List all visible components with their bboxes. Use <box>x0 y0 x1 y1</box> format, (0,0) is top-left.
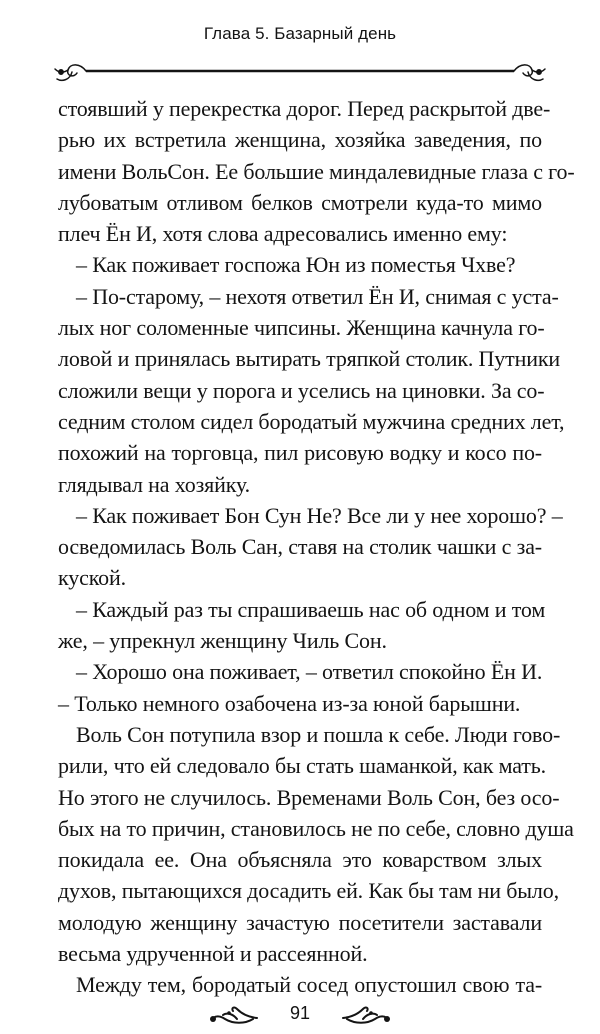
text-line: имени ВольСон. Ее большие миндалевидные глаза с го- <box>58 158 575 184</box>
text-line: похожий на торговца, пил рисовую водку и косо по- <box>58 440 542 466</box>
text-line: стоявший у перекрестка дорог. Перед раскрытой две- <box>58 96 551 121</box>
text-line: – По-старому, – нехотя ответил Ён И, снимая с уста- <box>76 283 559 309</box>
text-line: – Каждый раз ты спрашиваешь нас об одном и том <box>76 596 546 622</box>
left-flourish-icon <box>207 1004 259 1028</box>
text-line: же, – упрекнул женщину Чиль Сон. <box>58 628 387 654</box>
text-line: куской. <box>58 565 126 591</box>
text-line: сложили вещи у порога и уселись на циновки. За со- <box>58 377 545 403</box>
text-line: – Хорошо она поживает, – ответил спокойно Ён И. <box>76 659 543 685</box>
text-line: – Только немного озабочена из-за юной барышни. <box>58 690 521 716</box>
chapter-header: Глава 5. Базарный день <box>203 24 397 43</box>
text-line: покидала ее. Она объясняла это коварством злых <box>58 847 542 873</box>
text-line: лубоватым отливом белков смотрели куда-то мимо <box>58 189 542 215</box>
flourish-rule-icon <box>52 60 548 86</box>
right-flourish-icon <box>341 1004 393 1028</box>
text-line: – Как поживает госпожа Юн из поместья Чхве? <box>76 252 516 278</box>
text-line: – Как поживает Бон Сун Не? Все ли у нее хорошо? – <box>76 502 563 528</box>
text-line: седним столом сидел бородатый мужчина средних лет, <box>58 408 565 434</box>
text-line: молодую женщину зачастую посетители заставали <box>58 909 542 935</box>
text-line: духов, пытающихся досадить ей. Как бы там ни было, <box>58 878 559 904</box>
text-line: рью их встретила женщина, хозяйка заведения, по <box>58 127 542 153</box>
text-line: Воль Сон потупила взор и пошла к себе. Люди гово- <box>76 721 561 747</box>
text-line: рили, что ей следовало бы стать шаманкой, как мать. <box>58 753 546 779</box>
text-line: Но этого не случилось. Временами Воль Сон, без осо- <box>58 784 560 810</box>
page-footer <box>0 1000 600 1034</box>
text-line: осведомилась Воль Сан, ставя на столик чашки с за- <box>58 534 542 560</box>
text-line: плеч Ён И, хотя слова адресовались именно ему: <box>58 221 508 247</box>
text-line: глядывал на хозяйку. <box>58 471 250 497</box>
text-line: Между тем, бородатый сосед опустошил свою та- <box>76 972 542 998</box>
text-line: бых на то причин, становилось не по себе, словно душа <box>58 815 574 841</box>
text-line: ловой и принялась вытирать тряпкой столик. Путники <box>58 346 561 372</box>
body-text <box>58 93 575 1001</box>
text-line: лых ног соломенные чипсины. Женщина качнула го- <box>58 315 545 341</box>
text-line: весьма удрученной и рассеянной. <box>58 941 368 967</box>
page-number: 91 <box>289 1003 311 1023</box>
